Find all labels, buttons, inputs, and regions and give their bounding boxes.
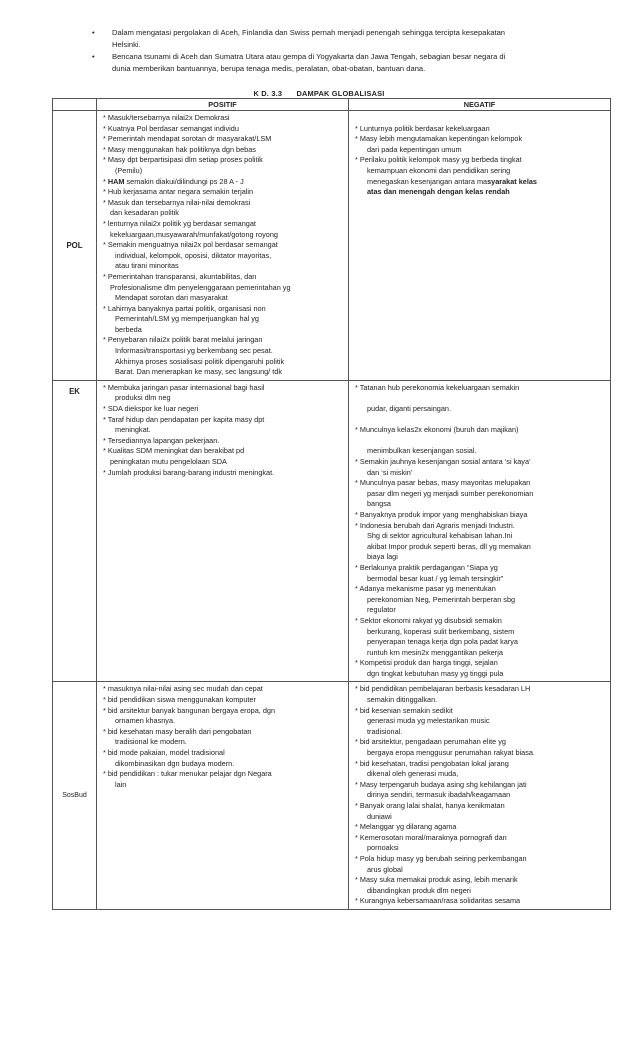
- list-item: bermodal besar kuat / yg lemah tersingkir”: [367, 573, 504, 583]
- intro-line: Dalam mengatasi pergolakan di Aceh, Finlandia dan Swiss pernah menjadi penengah sehingga tercipta kesepakatan: [112, 28, 506, 37]
- list-item: [355, 113, 606, 124]
- list-item: menimbulkan kesenjangan sosial.: [367, 446, 477, 456]
- list-item: * Pola hidup masy yg berubah seiring perkembangan: [355, 853, 527, 863]
- header-empty: [53, 99, 97, 111]
- list-item: semakin ditinggalkan.: [367, 695, 438, 705]
- list-item: Pemerintah/LSM yg memperjuangkan hal yg: [115, 314, 259, 324]
- list-item: * Masy lebih mengutamakan kepentingan kelompok: [355, 134, 523, 144]
- list-item: dibandingkan produk dlm negeri: [367, 885, 471, 895]
- list-item: Mendapat sorotan dari masyarakat: [115, 293, 228, 303]
- table-row-sosbud: [53, 682, 611, 909]
- list-item: * Masuk/tersebarnya nilai2x Demokrasi: [103, 113, 230, 122]
- row-label-ek: EK: [53, 380, 97, 682]
- list-item: dikombinasikan dgn budaya modern.: [115, 758, 235, 768]
- list-item: kemampuan ekonomi dan pendidikan sering: [367, 165, 511, 175]
- list-item: peningkatan mutu pengelolaan SDA: [110, 457, 227, 466]
- bullet-icon: •: [92, 52, 95, 62]
- list-item: * Semakin menguatnya nilai2x pol berdasar semangat: [103, 240, 278, 250]
- list-item: * Indonesia berubah dari Agraris menjadi Industri.: [355, 520, 515, 530]
- list-item: * Berlakunya praktik perdagangan “Siapa yg: [355, 562, 498, 572]
- list-item: pasar dlm negeri yg menjadi sumber perekonomian: [367, 488, 534, 498]
- list-item: * Tatanan hub perekonomia kekeluargaan semakin: [355, 382, 520, 392]
- list-item: * bid kesehatan, tradisi pengobatan lokal jarang: [355, 758, 509, 768]
- list-item: * masuknya nilai-nilai asing sec mudah dan cepat: [103, 684, 263, 694]
- list-item: Profesionalisme dlm penyelenggaraan pemerintahan yg: [110, 282, 291, 292]
- list-item: berkurang, koperasi sulit berkembang, sistem: [367, 626, 515, 636]
- list-item: Shg di sektor agricultural kehabisan lahan.Ini: [367, 531, 513, 541]
- list-item: * Perilaku politik kelompok masy yg berbeda tingkat: [355, 155, 522, 165]
- cell-sosbud-positif: [97, 682, 349, 909]
- cell-pol-positif: [97, 111, 349, 381]
- list-item: pudar, diganti persaingan.: [367, 404, 451, 414]
- list-item: * Penyebaran nilai2x politik barat melalui jaringan: [103, 335, 263, 345]
- list-item: * Munculnya kelas2x ekonomi (buruh dan majikan): [355, 425, 519, 435]
- list-item: * bid arsitektur banyak bangunan bergaya eropa, dgn: [103, 705, 276, 715]
- list-item: * bid mode pakaian, model tradisional: [103, 748, 225, 758]
- list-item: biaya lagi: [367, 552, 398, 562]
- cell-pol-negatif: [349, 111, 611, 381]
- list-item: * bid pendidikan : tukar menukar pelajar dgn Negara: [103, 769, 272, 779]
- list-item: dan kesadaran politik: [110, 208, 179, 218]
- list-item: * Lahirnya banyaknya partai politik, organisasi non: [103, 303, 266, 313]
- table-header-row: [53, 99, 611, 111]
- list-item: atas dan menengah dengan kelas rendah: [367, 187, 510, 197]
- list-item: * Taraf hidup dan pendapatan per kapita masy dpt: [103, 414, 265, 424]
- list-item: Informasi/transportasi yg berkembang sec pesat.: [115, 346, 273, 356]
- list-item: * Tersediannya lapangan pekerjaan.: [103, 435, 220, 445]
- list-item: (Pemilu): [115, 165, 143, 175]
- list-item: * Kualitas SDM meningkat dan berakibat pd: [103, 446, 245, 456]
- list-item: perekonomian Neg, Pemerintah berperan sbg: [367, 594, 516, 604]
- list-item: * Masy terpengaruh budaya asing shg kehilangan jati: [355, 779, 527, 789]
- table-row-pol: [53, 111, 611, 381]
- list-item: berbeda: [115, 324, 142, 334]
- list-item: * Membuka jaringan pasar internasional bagi hasil: [103, 382, 265, 392]
- list-item: * bid kesehatan masy beralih dari pengobatan: [103, 726, 252, 736]
- list-item: * Munculnya pasar bebas, masy mayoritas melupakan: [355, 478, 531, 488]
- list-item: dgn tingkat kebutuhan masy yg tinggi pula: [367, 668, 504, 678]
- list-item: bergaya eropa menggusur perumahan rakyat biasa.: [367, 748, 535, 758]
- list-item: kekeluargaan,musyawarah/munfakat/gotong royong: [110, 229, 278, 239]
- intro-line: dunia memberikan bantuannya, berupa tenaga medis, peralatan, obat-obatan, bantuan dana.: [112, 63, 426, 73]
- list-item: * HAM semakin diakui/dilindungi ps 28 A - J: [103, 176, 244, 186]
- list-item: * Lunturnya politik berdasar kekeluargaan: [355, 123, 490, 133]
- intro-line: Helsinki.: [112, 39, 141, 49]
- list-item: Akhirnya proses sosialisasi politik dipengaruhi politik: [115, 356, 285, 366]
- list-item: * Kuatnya Pol berdasar semangat individu: [103, 123, 239, 133]
- intro-line: Bencana tsunami di Aceh dan Sumatra Utara atau gempa di Yogyakarta dan Jawa Tengah, sebagian besar negara di: [112, 52, 506, 62]
- list-item: dirinya sendiri, termasuk ibadah/keagamaan: [367, 790, 511, 800]
- table-title: [0, 89, 638, 98]
- list-item: * Semakin jauhnya kesenjangan sosial antara ‘si kaya’: [355, 457, 531, 466]
- list-item: [355, 393, 606, 404]
- table-code: K D. 3.3: [253, 89, 283, 98]
- list-item: meningkat.: [115, 425, 151, 435]
- list-item: tradisional.: [367, 726, 403, 736]
- list-item: [355, 436, 606, 447]
- list-item: * SDA diekspor ke luar negeri: [103, 404, 199, 414]
- list-item: regulator: [367, 605, 396, 615]
- list-item: * Melanggar yg dilarang agama: [355, 822, 457, 832]
- list-item: * Kompetisi produk dan harga tinggi, sejalan: [355, 658, 498, 668]
- list-item: * Hub kerjasama antar negara semakin terjalin: [103, 187, 254, 197]
- list-item: * Kurangnya kebersamaan/rasa solidaritas sesama: [355, 896, 521, 906]
- list-item: * Masy menggunakan hak politiknya dgn bebas: [103, 144, 256, 154]
- table-row-ek: [53, 380, 611, 682]
- list-item: dan ‘si miskin’: [367, 467, 413, 477]
- list-item: duniawi: [367, 811, 392, 821]
- table-name: DAMPAK GLOBALISASI: [296, 89, 385, 98]
- cell-ek-positif: [97, 380, 349, 682]
- intro-item-tsunami: [92, 51, 562, 74]
- list-item: ornamen khasnya.: [115, 716, 176, 726]
- list-item: penyerapan tenaga kerja dgn pola padat karya: [367, 637, 518, 647]
- list-item: * Kemerosotan moral/maraknya pornografi dan: [355, 832, 507, 842]
- cell-sosbud-negatif: [349, 682, 611, 909]
- list-item: * Masy dpt berpartisipasi dlm setiap proses politik: [103, 155, 263, 165]
- list-item: pornoaksi: [367, 843, 399, 853]
- list-item: runtuh krn mesin2x menggantikan pekerja: [367, 647, 503, 657]
- list-item: bangsa: [367, 499, 391, 509]
- list-item: * Pemerintahan transparansi, akuntabilitas, dan: [103, 271, 257, 281]
- list-item: * bid pendidikan pembelajaran berbasis kesadaran LH: [355, 684, 531, 694]
- list-item: lain: [115, 779, 127, 789]
- list-item: arus global: [367, 864, 403, 874]
- list-item: * Jumlah produksi barang-barang industri meningkat.: [103, 467, 275, 477]
- row-label-sosbud: SosBud: [53, 682, 97, 909]
- header-positif: POSITIF: [97, 99, 349, 111]
- row-label-pol: POL: [53, 111, 97, 381]
- list-item: atau tirani minoritas: [115, 261, 179, 271]
- list-item: individual, kelompok, oposisi, diktator mayoritas,: [115, 250, 272, 260]
- list-item: akibat Impor produk seperti beras, dll yg memakan: [367, 541, 531, 551]
- globalization-impact-table: [52, 98, 611, 910]
- list-item: * Pemerintah mendapat sorotan dr masyarakat/LSM: [103, 134, 272, 144]
- list-item: tradisional ke modern.: [115, 737, 187, 747]
- header-negatif: NEGATIF: [349, 99, 611, 111]
- list-item: * lenturnya nilai2x politik yg berdasar semangat: [103, 218, 256, 228]
- list-item: menegaskan kesenjangan antara masyarakat kelas: [367, 176, 537, 186]
- cell-ek-negatif: [349, 380, 611, 682]
- list-item: Barat. Dan menerapkan ke masy, sec langsung/ tdk: [115, 367, 282, 377]
- list-item: dari pada kepentingan umum: [367, 144, 462, 154]
- list-item: produksi dlm neg: [115, 393, 171, 403]
- list-item: * bid kesenian semakin sedikit: [355, 705, 453, 715]
- bullet-icon: •: [92, 28, 95, 37]
- list-item: * Adanya mekanisme pasar yg menentukan: [355, 584, 496, 594]
- list-item: * bid arsitektur, pengadaan perumahan elite yg: [355, 737, 506, 747]
- list-item: [355, 415, 606, 426]
- list-item: * Sektor ekonomi rakyat yg disubsidi semakin: [355, 615, 502, 625]
- intro-item-finlandia: [92, 27, 562, 50]
- list-item: * Masuk dan tersebarnya nilai-nilai demokrasi: [103, 197, 251, 207]
- list-item: * Banyak orang lalai shalat, hanya kenikmatan: [355, 801, 505, 810]
- list-item: dikenal oleh generasi muda,: [367, 769, 459, 779]
- list-item: * Masy suka memakai produk asing, lebih menarik: [355, 875, 518, 885]
- intro-bullets: [92, 27, 562, 75]
- list-item: * bid pendidikan siswa menggunakan komputer: [103, 695, 256, 705]
- list-item: generasi muda yg melestarikan music: [367, 716, 490, 726]
- list-item: * Banyaknya produk impor yang menghabiskan biaya: [355, 509, 528, 519]
